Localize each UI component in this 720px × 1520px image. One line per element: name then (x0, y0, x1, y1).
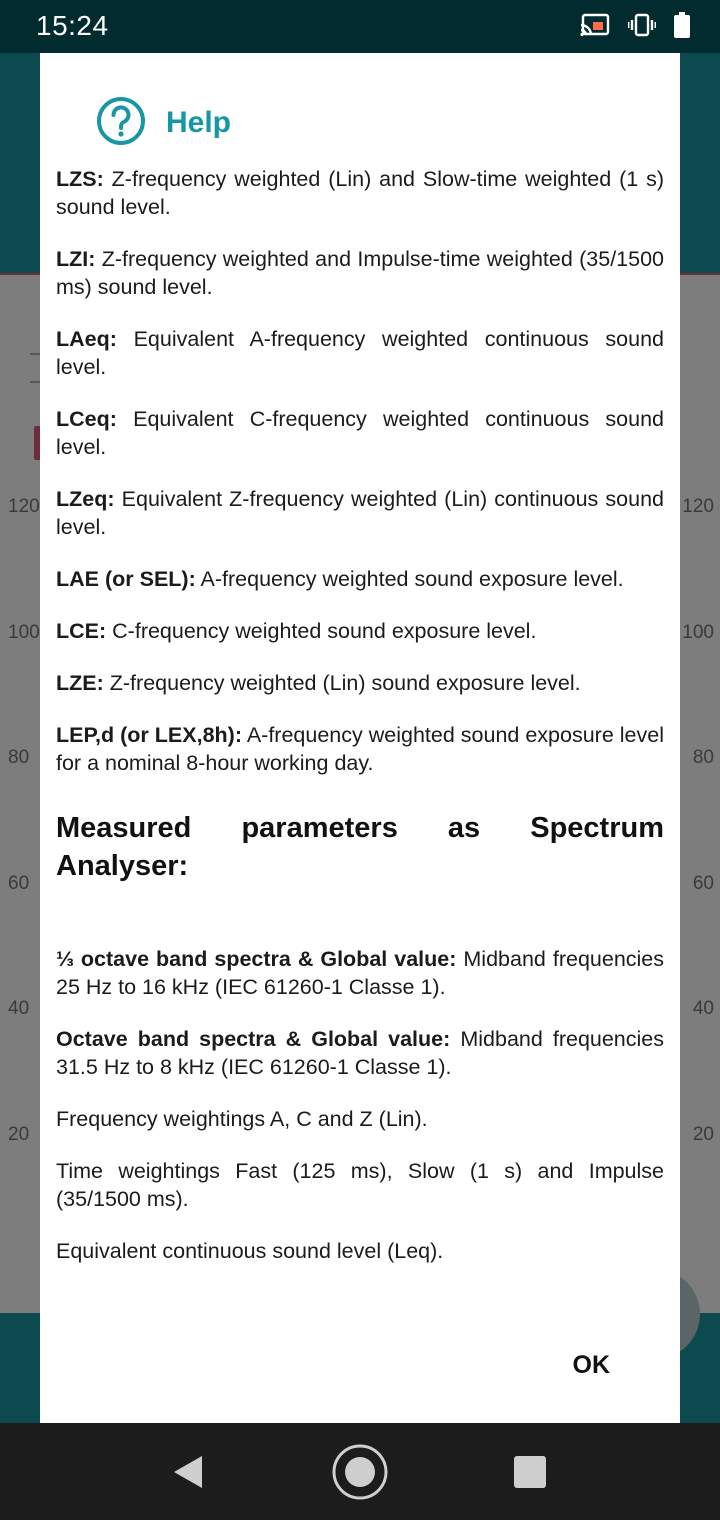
dialog-title-row (96, 97, 231, 149)
help-paragraph (56, 245, 664, 301)
definition: Z-frequency weighted (Lin) and Slow-time weighted (1 s) sound level. (56, 167, 664, 219)
axis-tick-left: 20 (8, 1124, 30, 1145)
status-icons (580, 12, 690, 38)
status-time: 15:24 (36, 10, 109, 41)
help-paragraph (56, 325, 664, 381)
help-paragraph (56, 1237, 664, 1265)
axis-tick-left: 40 (8, 998, 30, 1019)
axis-tick-right: 40 (692, 998, 714, 1019)
definition: Equivalent continuous sound level (Leq). (56, 1239, 444, 1263)
help-paragraph (56, 405, 664, 461)
axis-tick-left: 80 (8, 747, 30, 768)
section-heading: Measured parameters as Spectrum Analyser: (56, 812, 664, 882)
definition: Z-frequency weighted and Impulse-time weighted (35/1500 ms) sound level. (56, 247, 664, 299)
home-icon[interactable] (331, 1443, 389, 1506)
term: LZE: (56, 671, 104, 695)
term: LZS: (56, 167, 104, 191)
term: Octave band spectra & Global value: (56, 1027, 451, 1051)
help-paragraph (56, 165, 664, 221)
definition: Equivalent C-frequency weighted continuous sound level. (56, 407, 664, 459)
axis-tick-left: 60 (8, 873, 30, 894)
definition: C-frequency weighted sound exposure level. (112, 619, 537, 643)
term: LAE (or SEL): (56, 567, 196, 591)
battery-icon (674, 12, 690, 38)
help-paragraph (56, 669, 664, 697)
help-paragraph (56, 565, 664, 593)
navigation-bar (0, 1423, 720, 1520)
term: LAeq: (56, 327, 117, 351)
definition: Midband frequencies 25 Hz to 16 kHz (IEC 61260-1 Classe 1). (56, 947, 665, 999)
axis-tick-right: 100 (682, 622, 714, 643)
recents-icon[interactable] (514, 1456, 546, 1488)
help-paragraph (56, 1157, 664, 1213)
definition: A-frequency weighted sound exposure level. (200, 567, 624, 591)
help-circle-icon (96, 96, 146, 151)
help-paragraph (56, 1105, 664, 1133)
axis-tick-right: 80 (692, 747, 714, 768)
axis-tick-left: 120 (8, 496, 40, 517)
dialog-content (56, 165, 664, 1289)
ok-button[interactable]: OK (572, 1351, 610, 1379)
definition: Frequency weightings A, C and Z (Lin). (56, 1107, 428, 1131)
help-paragraph (56, 721, 664, 777)
axis-tick-right: 120 (682, 496, 714, 517)
definition: Midband frequencies 31.5 Hz to 8 kHz (IEC 61260-1 Classe 1). (56, 1027, 665, 1079)
back-icon[interactable] (172, 1455, 204, 1494)
definition: Equivalent Z-frequency weighted (Lin) continuous sound level. (56, 487, 664, 539)
definition: Time weightings Fast (125 ms), Slow (1 s) and Impulse (35/1500 ms). (56, 1159, 664, 1211)
help-paragraph (56, 945, 664, 1001)
term: LCeq: (56, 407, 117, 431)
help-paragraph (56, 485, 664, 541)
help-paragraph (56, 617, 664, 645)
term: LZeq: (56, 487, 115, 511)
vibrate-icon (628, 13, 656, 37)
status-bar (0, 0, 720, 53)
axis-tick-left: 100 (8, 622, 40, 643)
term: LEP,d (or LEX,8h): (56, 723, 242, 747)
definition: Equivalent A-frequency weighted continuous sound level. (56, 327, 664, 379)
definition: Z-frequency weighted (Lin) sound exposure level. (109, 671, 581, 695)
cast-icon (580, 13, 610, 37)
definition: A-frequency weighted sound exposure level for a nominal 8-hour working day. (56, 723, 665, 775)
term: LZI: (56, 247, 96, 271)
help-paragraph (56, 1025, 664, 1081)
dialog-title: Help (166, 106, 232, 139)
term: ⅓ octave band spectra & Global value: (56, 947, 457, 971)
axis-tick-right: 60 (692, 873, 714, 894)
help-dialog (40, 53, 680, 1423)
term: LCE: (56, 619, 107, 643)
axis-tick-right: 20 (692, 1124, 714, 1145)
